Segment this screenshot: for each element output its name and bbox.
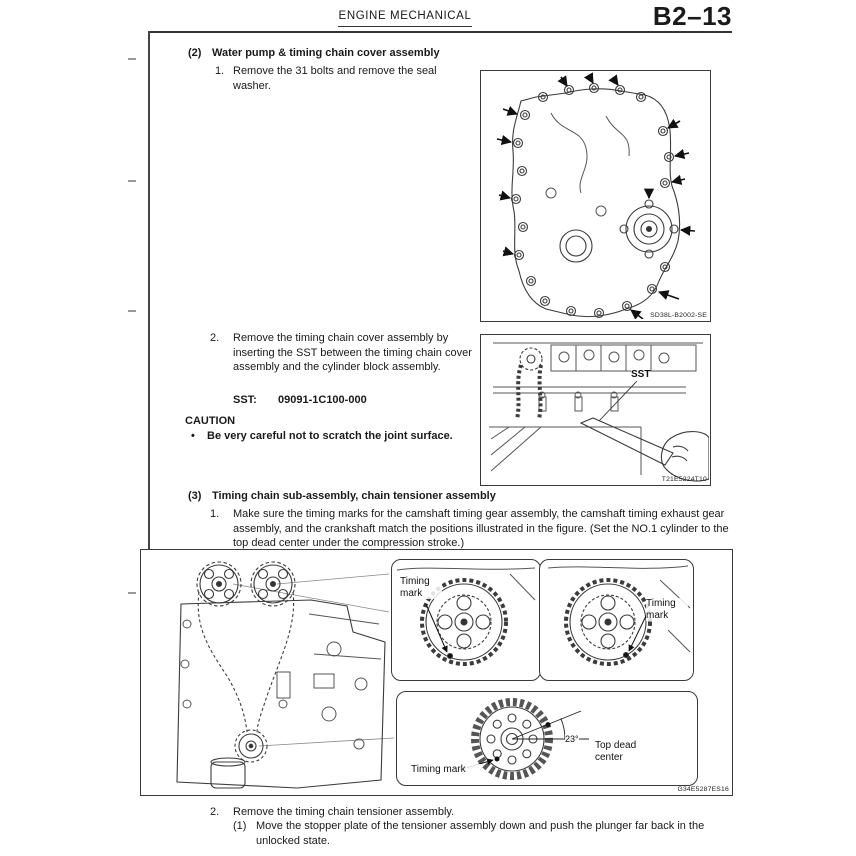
angle-label: 23° (565, 734, 579, 744)
caution-bullet: • (191, 430, 195, 442)
engine-front-illustration (149, 554, 399, 792)
inset-intake-gear (391, 559, 541, 681)
figure-sst-removal (480, 334, 711, 486)
step-number: 2. (210, 806, 220, 818)
sst-value: 09091-1C100-000 (278, 394, 367, 406)
step-text: Make sure the timing marks for the camshaft timing gear assembly, the camshaft timing exhaust gear assembly, and the crankshaft match the positions illustrated in the figure. (Set the NO.1 cylinder to the top dead center under the compression stroke.) (233, 508, 729, 549)
timing-mark-label-intake: Timing mark (400, 576, 442, 599)
timing-chain (517, 348, 542, 419)
figure-timing-marks (140, 549, 733, 796)
step-number: 2. (210, 332, 220, 344)
caution-text: Be very careful not to scratch the joint surface. (207, 430, 453, 442)
timing-cover-illustration (481, 71, 709, 319)
figure-code: SD38L-B2002-SE (650, 312, 707, 319)
step-text: Remove the timing chain tensioner assembly. (233, 806, 455, 818)
section3-number: (3) (188, 490, 202, 502)
page-number: B2–13 (652, 1, 732, 31)
tdc-label: Top dead center (595, 740, 655, 763)
step-text: Remove the 31 bolts and remove the seal washer. (233, 65, 437, 92)
step-number: 1. (215, 65, 225, 77)
cover-outline (512, 89, 680, 317)
substep-number: (1) (233, 820, 247, 832)
sst-tool (581, 381, 673, 465)
header-rule (148, 31, 732, 33)
substep-text: Move the stopper plate of the tensioner assembly down and push the plunger far back in the unlocked state. (256, 820, 705, 847)
caution-title: CAUTION (185, 415, 236, 427)
cam-gears (197, 562, 295, 606)
crank-seal (560, 230, 592, 262)
timing-mark-label-exhaust: Timing mark (646, 598, 688, 621)
figure-code: T21E5224T10 (661, 476, 707, 483)
margin-tick (128, 180, 136, 182)
inset-exhaust-gear (539, 559, 694, 681)
timing-mark-label-crank: Timing mark (411, 764, 481, 776)
sst-callout-label: SST (631, 369, 651, 380)
section2-number: (2) (188, 47, 202, 59)
hand (661, 432, 709, 481)
step-text: Remove the timing chain cover assembly by inserting the SST between the timing chain cover assembly and the cylinder block assembly. (233, 332, 472, 373)
page-title: ENGINE MECHANICAL (338, 9, 472, 27)
margin-tick (128, 592, 136, 594)
section3-title: Timing chain sub-assembly, chain tensioner assembly (212, 490, 496, 502)
engine-block (177, 600, 385, 788)
section2-title: Water pump & timing chain cover assembly (212, 47, 440, 59)
inset-crank-sprocket (396, 691, 698, 786)
crank-sprocket (235, 730, 267, 762)
sst-label: SST: (233, 394, 257, 406)
figure-code: G34E5287ES16 (677, 786, 729, 793)
timing-chain-run (198, 592, 293, 734)
margin-tick (128, 58, 136, 60)
figure-timing-cover-bolts (480, 70, 711, 322)
step-number: 1. (210, 508, 220, 520)
margin-tick (128, 310, 136, 312)
sst-illustration (481, 335, 709, 483)
water-pump (620, 200, 678, 258)
